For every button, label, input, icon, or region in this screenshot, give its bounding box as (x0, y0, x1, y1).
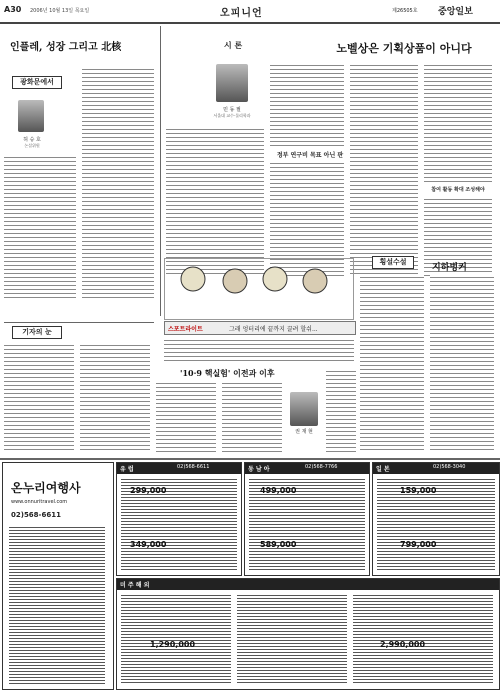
ad-brand-phone: 02)568-6611 (11, 511, 61, 519)
cartoon-body (164, 337, 354, 363)
ad-japan (372, 462, 500, 576)
reporter-body-5 (326, 368, 356, 452)
ad-price-4: 349,000 (130, 540, 167, 549)
ad-brand-url: www.onnuritravel.com (11, 499, 68, 505)
ad-americas-list-2 (237, 593, 347, 685)
cartoon-caption-bar (164, 321, 356, 335)
reporter-body-4 (222, 380, 282, 452)
ad-price-5: 589,000 (260, 540, 297, 549)
ad-europe-head: 유 럽 (117, 463, 241, 474)
editorial-author-photo (216, 64, 248, 102)
editorial-body-2 (270, 62, 344, 146)
editorial-body-5 (424, 62, 492, 182)
editorial-author-title: 서울대 교수·물리학과 (213, 113, 251, 118)
section-title: 오피니언 (220, 8, 263, 19)
editorial-subhead-2: 참여 활동 확대 조성해야 (431, 187, 485, 193)
cartoon-figures (165, 259, 353, 303)
right-column-label: 횡설수설 (372, 256, 414, 269)
ad-price-6: 799,000 (400, 540, 437, 549)
issue-date: 2006년 10월 13일 목요일 (30, 8, 90, 14)
ad-americas-head: 미 주 해 외 (117, 579, 499, 590)
cartoon-caption: 그래 엉터리에 끝까지 끌려 할쉬... (229, 326, 318, 333)
ad-price-1: 299,000 (130, 486, 167, 495)
reporter-headline: '10·9 핵실험' 이전과 이후 (180, 368, 275, 378)
left-column (4, 26, 158, 306)
ad-price-7: 1,290,000 (150, 640, 196, 649)
editorial-subhead: 정부 연구비 목표 아닌 판 (276, 152, 344, 159)
ad-brand-block (2, 462, 114, 690)
ad-japan-phone: 02)568-3040 (433, 464, 466, 470)
editorial-section (164, 26, 496, 256)
reporter-body-2 (80, 342, 150, 452)
ad-sea (244, 462, 370, 576)
ad-americas-list-3 (353, 593, 493, 685)
right-body-1 (360, 274, 424, 450)
left-author-title: 논설위원 (24, 143, 40, 148)
left-author-name: 허 승 호 (23, 137, 41, 143)
ad-europe (116, 462, 242, 576)
ad-europe-phone: 02)568-6611 (177, 464, 210, 470)
cartoon-strip (164, 258, 354, 320)
ad-brand-name: 온누리여행사 (11, 481, 81, 495)
ad-japan-head: 일 본 (373, 463, 499, 474)
ad-price-3: 159,000 (400, 486, 437, 495)
ad-price-2: 499,000 (260, 486, 297, 495)
section-rule (4, 322, 154, 323)
ad-sea-head: 동 남 아 (245, 463, 369, 474)
editorial-body-4 (350, 62, 418, 276)
right-body-2 (430, 274, 494, 450)
reporter-body-3 (156, 380, 216, 452)
editorial-label: 시 론 (224, 41, 243, 50)
issue-number: 제26505호 (392, 8, 418, 14)
ad-sea-phone: 02)568-7766 (305, 464, 338, 470)
column-divider (160, 26, 161, 316)
left-headline: 인플레, 성장 그리고 北核 (10, 42, 122, 53)
editorial-body-1 (166, 126, 264, 276)
author-photo (18, 100, 44, 132)
ad-brand-list (9, 525, 105, 685)
reporter-body-1 (4, 342, 74, 452)
ad-americas (116, 578, 500, 690)
ad-divider (0, 458, 500, 460)
reporter-photo (290, 392, 318, 426)
reporter-label: 기자의 눈 (12, 326, 62, 339)
ad-price-8: 2,990,000 (380, 640, 426, 649)
right-column-title: 지하벙커 (432, 263, 467, 273)
paper-logo: 중앙일보 (438, 7, 473, 17)
ad-americas-list-1 (121, 593, 231, 685)
left-box-label: 광화문에서 (12, 76, 62, 89)
left-body-text-2 (82, 66, 154, 300)
reporter-author-name: 권 재 현 (295, 429, 313, 435)
left-body-text (4, 154, 76, 300)
cartoon-label: 스포트라이트 (168, 326, 203, 333)
page-number: A30 (4, 5, 22, 14)
page-header (0, 0, 500, 24)
editorial-headline: 노벨상은 기획상품이 아니다 (336, 42, 472, 55)
editorial-author-name: 민 동 필 (223, 107, 241, 113)
